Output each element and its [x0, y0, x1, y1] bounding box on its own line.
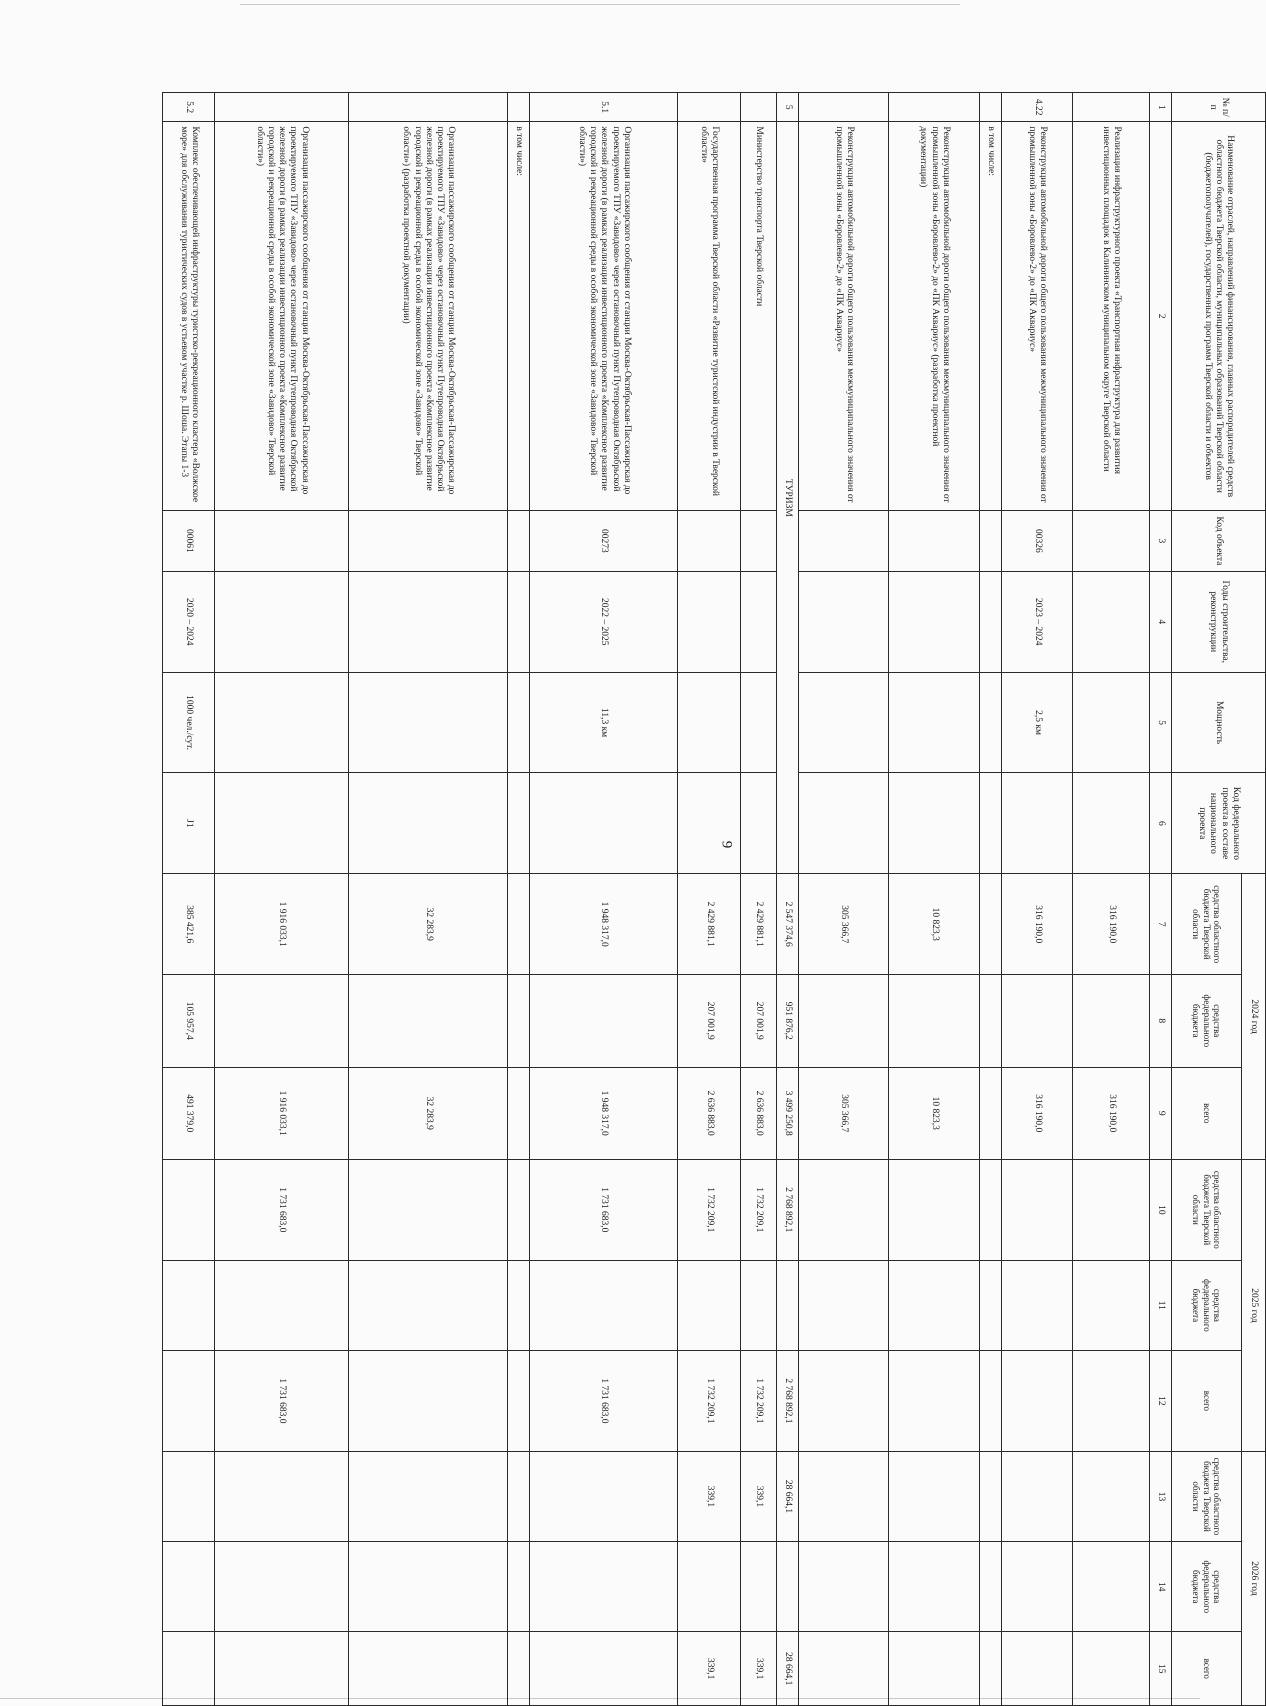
cell-v8: 207 001,9 [741, 975, 777, 1067]
cell-name: в том числе: [979, 122, 1001, 511]
header-federal-project-code: Код федерального проекта в составе национального проекта [1172, 773, 1266, 874]
cell-v13 [979, 1451, 1001, 1541]
table-row [889, 93, 979, 1706]
colnum-cell: 10 [1149, 1159, 1171, 1260]
cell-num: 5.2 [163, 93, 215, 122]
cell-num [678, 93, 741, 122]
cell-fed [349, 773, 508, 874]
table-row [1001, 93, 1072, 1706]
cell-v13 [889, 1451, 979, 1541]
cell-v13 [508, 1451, 530, 1541]
cell-years [215, 571, 349, 672]
cell-v9: 2 636 883,0 [678, 1067, 741, 1159]
cell-power [741, 672, 777, 773]
cell-years [889, 571, 979, 672]
cell-years [1073, 571, 1150, 672]
header-object-code: Код объекта [1172, 510, 1266, 571]
cell-num [215, 93, 349, 122]
cell-v10 [508, 1159, 530, 1260]
cell-years [979, 571, 1001, 672]
cell-years [741, 571, 777, 672]
cell-num [741, 93, 777, 122]
cell-v10 [349, 1159, 508, 1260]
cell-v15: 339,1 [741, 1632, 777, 1706]
cell-v14 [215, 1542, 349, 1632]
cell-code [508, 510, 530, 571]
cell-years: 2023 – 2024 [1001, 571, 1072, 672]
cell-v15 [889, 1632, 979, 1706]
cell-v8 [889, 975, 979, 1067]
cell-name: Реализация инфраструктурного проекта «Транспортная инфраструктура для развития инвестиционных площадок в Калининском муниципальном округе Тверской области [1073, 122, 1150, 511]
cell-fed [1073, 773, 1150, 874]
colnum-cell: 4 [1149, 571, 1171, 672]
cell-years [678, 571, 741, 672]
cell-v13 [349, 1451, 508, 1541]
cell-v10: 1 732 209,1 [678, 1159, 741, 1260]
table-row [678, 93, 741, 1706]
cell-power [979, 672, 1001, 773]
section-v8: 951 876,2 [776, 975, 798, 1067]
cell-v10 [1073, 1159, 1150, 1260]
cell-v12 [349, 1351, 508, 1452]
cell-name: Реконструкция автомобильной дороги общего пользования межмуниципального значения от промышленной зоны «Боровлево-2» до «ПК Аквариус» (разработка проектной документации) [889, 122, 979, 511]
cell-years [349, 571, 508, 672]
cell-power [889, 672, 979, 773]
cell-v7: 385 421,6 [163, 874, 215, 975]
header-year-2026: 2026 год [1242, 1451, 1266, 1705]
cell-power [508, 672, 530, 773]
cell-code [979, 510, 1001, 571]
header-regional-2024: средства областного бюджета Тверской области [1172, 874, 1242, 975]
cell-v15 [215, 1632, 349, 1706]
cell-name: Государственная программа Тверской области «Развитие туристской индустрии в Тверской области» [678, 122, 741, 511]
cell-v8 [349, 975, 508, 1067]
cell-code [215, 510, 349, 571]
cell-fed [741, 773, 777, 874]
cell-v11 [678, 1260, 741, 1350]
cell-v11 [889, 1260, 979, 1350]
cell-v7: 1 948 317,0 [530, 874, 678, 975]
cell-years [798, 571, 888, 672]
cell-v7: 316 190,0 [1001, 874, 1072, 975]
cell-name: в том числе: [508, 122, 530, 511]
cell-code: 00326 [1001, 510, 1072, 571]
cell-num [798, 93, 888, 122]
cell-num [979, 93, 1001, 122]
table-row [979, 93, 1001, 1706]
cell-v13: 339,1 [678, 1451, 741, 1541]
cell-num [508, 93, 530, 122]
cell-v12 [979, 1351, 1001, 1452]
table-row [1073, 93, 1150, 1706]
cell-v13 [163, 1451, 215, 1541]
cell-v11 [163, 1260, 215, 1350]
cell-v14 [741, 1542, 777, 1632]
cell-v7: 2 429 881,1 [678, 874, 741, 975]
cell-v8 [1073, 975, 1150, 1067]
cell-v9: 32 283,9 [349, 1067, 508, 1159]
header-capacity: Мощность [1172, 672, 1266, 773]
section-v15: 28 664,1 [776, 1632, 798, 1706]
cell-power: 11,3 км [530, 672, 678, 773]
cell-code [889, 510, 979, 571]
header-year-2024: 2024 год [1242, 874, 1266, 1160]
cell-v8: 105 957,4 [163, 975, 215, 1067]
colnum-cell: 1 [1149, 93, 1171, 122]
cell-v15 [1073, 1632, 1150, 1706]
rows-group-b [163, 93, 777, 1706]
cell-v11 [508, 1260, 530, 1350]
cell-power: 2,5 км [1001, 672, 1072, 773]
cell-v12 [889, 1351, 979, 1452]
cell-v10 [889, 1159, 979, 1260]
cell-v8 [1001, 975, 1072, 1067]
cell-fed [215, 773, 349, 874]
cell-power [1073, 672, 1150, 773]
cell-v13 [1001, 1451, 1072, 1541]
cell-fed [798, 773, 888, 874]
page-number: 9 [718, 840, 735, 849]
section-v13: 28 664,1 [776, 1451, 798, 1541]
cell-v7: 1 916 033,1 [215, 874, 349, 975]
section-row-tourism [776, 93, 798, 1706]
cell-fed [530, 773, 678, 874]
header-total-2026: всего [1172, 1632, 1242, 1706]
cell-v10 [163, 1159, 215, 1260]
section-v12: 2 768 892,1 [776, 1351, 798, 1452]
header-name: Наименование отраслей, направлений финансирования, главных распорядителей средств областного бюджета Тверской области, муниципальных образований Тверской области (бюджетополучателей), государственных программ Тверской области и объектов [1172, 122, 1266, 511]
cell-name: Организация пассажирского сообщения от станции Москва-Октябрьская-Пассажирская до проектируемого ТПУ «Завидово» через остановочный пункт Путепроводная Октябрьской железной дороги (в рамках реализации инвестиционного проекта «Комплексное развитие городской и рекреационной среды в особой экономической зоне «Завидово» Тверской области») [215, 122, 349, 511]
colnum-cell: 14 [1149, 1542, 1171, 1632]
budget-table [162, 92, 1266, 1706]
cell-v7: 32 283,9 [349, 874, 508, 975]
cell-v11 [349, 1260, 508, 1350]
cell-v15 [979, 1632, 1001, 1706]
cell-v10 [1001, 1159, 1072, 1260]
cell-fed [889, 773, 979, 874]
cell-v14 [349, 1542, 508, 1632]
cell-name: Организация пассажирского сообщения от станции Москва-Октябрьская-Пассажирская до проектируемого ТПУ «Завидово» через остановочный пункт Путепроводная Октябрьской железной дороги (в рамках реализации инвестиционного проекта «Комплексное развитие городской и рекреационной среды в особой экономической зоне «Завидово» Тверской области») [530, 122, 678, 511]
cell-num [1073, 93, 1150, 122]
cell-v8 [530, 975, 678, 1067]
cell-v12: 1 731 683,0 [530, 1351, 678, 1452]
cell-code [741, 510, 777, 571]
cell-v14 [979, 1542, 1001, 1632]
cell-name: Организация пассажирского сообщения от станции Москва-Октябрьская-Пассажирская до проектируемого ТПУ «Завидово» через остановочный пункт Путепроводная Октябрьской железной дороги (в рамках реализации инвестиционного проекта «Комплексное развитие городской и рекреационной среды в особой экономической зоне «Завидово» Тверской области») (разработка проектной документации) [349, 122, 508, 511]
header-num: № п/п [1172, 93, 1266, 122]
cell-fed [1001, 773, 1072, 874]
cell-code: 00273 [530, 510, 678, 571]
cell-v10: 1 731 683,0 [215, 1159, 349, 1260]
header-years: Годы строительства, реконструкции [1172, 571, 1266, 672]
header-federal-2025: средства федерального бюджета [1172, 1260, 1242, 1350]
cell-fed [979, 773, 1001, 874]
cell-v14 [163, 1542, 215, 1632]
colnum-cell: 8 [1149, 975, 1171, 1067]
header-federal-2026: средства федерального бюджета [1172, 1542, 1242, 1632]
cell-fed [678, 773, 741, 874]
cell-v12 [1073, 1351, 1150, 1452]
cell-v9 [508, 1067, 530, 1159]
colnum-cell: 6 [1149, 773, 1171, 874]
cell-num [349, 93, 508, 122]
colnum-cell: 2 [1149, 122, 1171, 511]
header-regional-2025: средства областного бюджета Тверской области [1172, 1159, 1242, 1260]
rotated-table-wrapper [162, 92, 1266, 1706]
section-v11 [776, 1260, 798, 1350]
header-total-2024: всего [1172, 1067, 1242, 1159]
scan-edge-top [240, 4, 960, 5]
cell-v9: 2 636 883,0 [741, 1067, 777, 1159]
cell-v13: 339,1 [741, 1451, 777, 1541]
cell-power: 1000 чел./сут. [163, 672, 215, 773]
section-v7: 2 547 374,6 [776, 874, 798, 975]
cell-v15: 339,1 [678, 1632, 741, 1706]
cell-v9: 10 823,3 [889, 1067, 979, 1159]
cell-v11 [979, 1260, 1001, 1350]
cell-code [678, 510, 741, 571]
cell-v12: 1 732 209,1 [741, 1351, 777, 1452]
table-row [798, 93, 888, 1706]
cell-fed [508, 773, 530, 874]
cell-v15 [349, 1632, 508, 1706]
header-total-2025: всего [1172, 1351, 1242, 1452]
table-row [349, 93, 508, 1706]
cell-years: 2020 – 2024 [163, 571, 215, 672]
colnum-cell: 15 [1149, 1632, 1171, 1706]
cell-years [508, 571, 530, 672]
cell-v14 [889, 1542, 979, 1632]
cell-v7 [508, 874, 530, 975]
cell-v7 [979, 874, 1001, 975]
cell-num: 4.22 [1001, 93, 1072, 122]
colnum-cell: 13 [1149, 1451, 1171, 1541]
cell-v15 [798, 1632, 888, 1706]
cell-power [798, 672, 888, 773]
colnum-cell: 7 [1149, 874, 1171, 975]
cell-name: Реконструкция автомобильной дороги общего пользования межмуниципального значения от промышленной зоны «Боровлево-2» до «ПК Аквариус» [798, 122, 888, 511]
cell-v12 [508, 1351, 530, 1452]
cell-v11 [1001, 1260, 1072, 1350]
colnum-cell: 11 [1149, 1260, 1171, 1350]
cell-v14 [1073, 1542, 1150, 1632]
cell-v13 [1073, 1451, 1150, 1541]
table-row [215, 93, 349, 1706]
colnum-cell: 9 [1149, 1067, 1171, 1159]
cell-v13 [798, 1451, 888, 1541]
cell-power [215, 672, 349, 773]
cell-v9: 1 948 317,0 [530, 1067, 678, 1159]
cell-power [349, 672, 508, 773]
header-regional-2026: средства областного бюджета Тверской области [1172, 1451, 1242, 1541]
cell-v14 [678, 1542, 741, 1632]
cell-v11 [1073, 1260, 1150, 1350]
cell-v11 [215, 1260, 349, 1350]
table-row [530, 93, 678, 1706]
cell-v12: 1 732 209,1 [678, 1351, 741, 1452]
cell-v14 [530, 1542, 678, 1632]
cell-name: Реконструкция автомобильной дороги общего пользования межмуниципального значения от промышленной зоны «Боровлево-2» до «ПК Аквариус» [1001, 122, 1072, 511]
cell-v12 [798, 1351, 888, 1452]
cell-v12: 1 731 683,0 [215, 1351, 349, 1452]
cell-v14 [508, 1542, 530, 1632]
cell-v8 [979, 975, 1001, 1067]
cell-v14 [798, 1542, 888, 1632]
cell-v8: 207 001,9 [678, 975, 741, 1067]
cell-v10 [979, 1159, 1001, 1260]
cell-num [889, 93, 979, 122]
cell-v15 [1001, 1632, 1072, 1706]
cell-v14 [1001, 1542, 1072, 1632]
cell-num: 5.1 [530, 93, 678, 122]
cell-v9: 316 190,0 [1073, 1067, 1150, 1159]
section-title: ТУРИЗМ [776, 122, 798, 874]
cell-v8 [215, 975, 349, 1067]
section-v10: 2 768 892,1 [776, 1159, 798, 1260]
header-federal-2024: средства федерального бюджета [1172, 975, 1242, 1067]
cell-v13 [215, 1451, 349, 1541]
cell-v9: 491 379,0 [163, 1067, 215, 1159]
cell-v10: 1 731 683,0 [530, 1159, 678, 1260]
cell-v10 [798, 1159, 888, 1260]
cell-code [1073, 510, 1150, 571]
cell-v12 [1001, 1351, 1072, 1452]
header-year-2025: 2025 год [1242, 1159, 1266, 1451]
section-v9: 3 499 250,8 [776, 1067, 798, 1159]
cell-v12 [163, 1351, 215, 1452]
cell-years: 2022 – 2025 [530, 571, 678, 672]
rows-group-a [798, 93, 1149, 1706]
cell-name: Министерство транспорта Тверской области [741, 122, 777, 511]
section-v14 [776, 1542, 798, 1632]
cell-v8 [798, 975, 888, 1067]
table-row [163, 93, 215, 1706]
cell-v8 [508, 975, 530, 1067]
cell-power [678, 672, 741, 773]
cell-v13 [530, 1451, 678, 1541]
table-row [508, 93, 530, 1706]
cell-v7: 316 190,0 [1073, 874, 1150, 975]
cell-v15 [508, 1632, 530, 1706]
cell-v10: 1 732 209,1 [741, 1159, 777, 1260]
colnum-cell: 5 [1149, 672, 1171, 773]
section-num: 5 [776, 93, 798, 122]
cell-v15 [530, 1632, 678, 1706]
cell-v9: 1 916 033,1 [215, 1067, 349, 1159]
cell-v9 [979, 1067, 1001, 1159]
cell-v7: 305 366,7 [798, 874, 888, 975]
cell-code: 00061 [163, 510, 215, 571]
cell-code [349, 510, 508, 571]
cell-v9: 316 190,0 [1001, 1067, 1072, 1159]
cell-v11 [798, 1260, 888, 1350]
column-number-row [1149, 93, 1171, 1706]
cell-code [798, 510, 888, 571]
cell-v9: 305 366,7 [798, 1067, 888, 1159]
colnum-cell: 12 [1149, 1351, 1171, 1452]
cell-v7: 10 823,3 [889, 874, 979, 975]
cell-fed: J1 [163, 773, 215, 874]
colnum-cell: 3 [1149, 510, 1171, 571]
cell-name: Комплекс обеспечивающей инфраструктуры туристско-рекреационного кластера «Волжское море» для обслуживания туристических судов в устьевом участке р. Шоша. Этапы 1-3 [163, 122, 215, 511]
table-row [741, 93, 777, 1706]
cell-v7: 2 429 881,1 [741, 874, 777, 975]
cell-v15 [163, 1632, 215, 1706]
cell-v11 [741, 1260, 777, 1350]
cell-v11 [530, 1260, 678, 1350]
